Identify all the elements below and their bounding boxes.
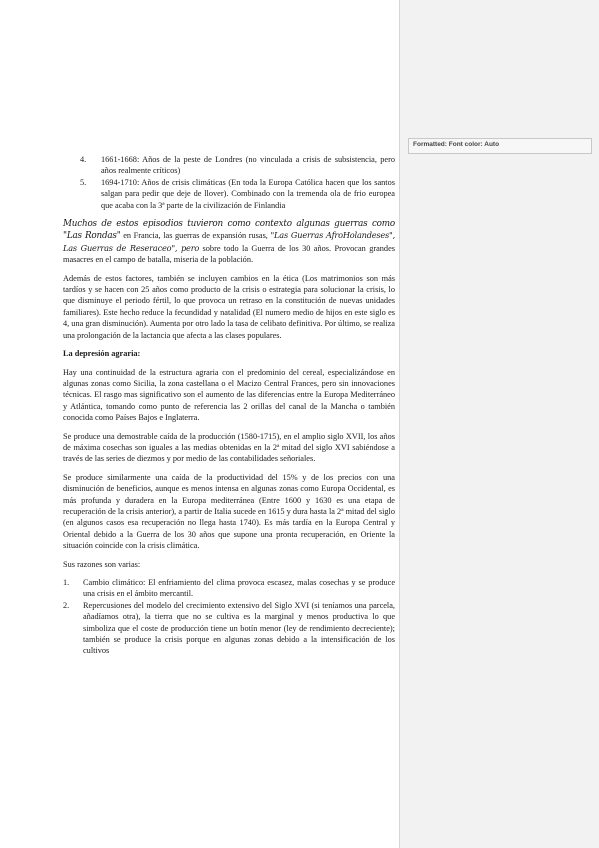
reasons-intro: Sus razones son varias: — [63, 559, 141, 569]
paragraph-text: sobre todo la Guerra de los 30 años. Provocan grandes masacres en el campo de batalla, miseria de la población. — [63, 243, 395, 265]
list-item — [63, 154, 395, 177]
paragraph-production: Se produce una demostrable caída de la producción (1580-1715), en el amplio siglo XVII, los años de máxima cosechas son iguales a las medias obtenidas en la 2ª mitad del siglo XVI sabiéndose a través de las series de diezmos y por medio de las contabilidades señoriales. — [63, 431, 395, 464]
list-number: 5. — [80, 177, 87, 187]
list-text: 1694-1710: Años de crisis climáticas (En toda la Europa Católica hacen que los santos salgan para pedir que deje de llover). Combinado con la tremenda ola de frio europea que acaba con la 3ª parte de la civilización de Finlandia — [101, 177, 395, 210]
list-item — [63, 600, 395, 657]
list-text: Repercusiones del modelo del crecimiento extensivo del Siglo XVI (si teníamos una parcela, añadíamos otra), la tierra que no se cultiva es la marginal y menos productiva lo que simboliza que el coste de producción tiene un botín menor (ley de rendimiento decreciente); también se produce la crisis porque en algunas zonas debido a la intensificación de los cultivos — [83, 600, 395, 656]
list-number: 2. — [63, 600, 70, 610]
list-item — [63, 577, 395, 600]
reasons-list — [63, 577, 395, 657]
top-list — [63, 154, 395, 211]
list-text: 1661-1668: Años de la peste de Londres (no vinculada a crisis de subsistencia, pero años realmente críticos) — [101, 155, 395, 176]
comment-label: Formatted: Font color: Auto — [413, 141, 500, 148]
paragraph-ethics: Además de estos factores, también se incluyen cambios en la ética (Los matrimonios son más tardíos y se hacen con 25 años como producto de la crisis o estrategia para solucionar la crisis, lo que disminuye el periodo fértil, lo que provoca un retraso en la constitución de nuevas unidades familiares). Este hecho reduce la fecundidad y natalidad (El numero medio de hijos en este siglo es 4, una gran disminución). Aumenta por otro lado la tasa de celibato definitiva. Por último, se realiza una prolongación de la lactancia que afecta a las clases populares. — [63, 273, 395, 340]
list-text: Cambio climático: El enfriamiento del clima provoca escasez, malas cosechas y se produce una crisis en el ámbito mercantil. — [83, 578, 395, 599]
comment-pane — [399, 0, 599, 848]
list-number: 4. — [80, 155, 87, 164]
paragraph-text: en Francia, las guerras de expansión rusas, — [120, 231, 271, 241]
paragraph-wars — [63, 218, 395, 266]
page-content — [63, 154, 395, 657]
handwritten-text: Muchos de estos episodios tuvieron como contexto algunas guerras como "Las Rondas" — [63, 219, 395, 242]
paragraph-productivity: Se produce similarmente una caída de la productividad del 15% y de los precios con una disminución de beneficios, aunque es menos intensa en algunas zonas como Europa Occidental, es más profunda y duradera en la Europa mediterránea (Entre 1600 y 1630 es una etapa de recuperación de la crisis anterior), a partir de Italia sucede en 1615 y dura hasta la 2ª mitad del siglo (en algunos casos esa recuperación no llega hasta 1740). Es más tardía en la Europa Central y Oriental debido a la Guerra de los 30 años que supone una pronta recuperación, en Oriente la situación coincide con la crisis climática. — [63, 472, 395, 551]
paragraph-agrarian: Hay una continuidad de la estructura agraria con el predominio del cereal, especializándose en algunas zonas como Sicilia, la zona castellana o el Macizo Central Frances, pero sin innovaciones técnicas. El rasgo mas significativo son el aumento de las diferencias entre la Europa Mediterráneo y Atlántica, tomando como punto de referencia las 2 orillas del canal de la Mancha o también conocida como Países Bajos e Inglaterra. — [63, 367, 395, 423]
format-comment[interactable] — [408, 138, 592, 154]
handwritten-text: "Las Guerras AfroHolandeses", Las Guerras de Reseraceo", pero — [63, 230, 395, 253]
list-item — [63, 177, 395, 211]
section-heading: La depresión agraria: — [63, 349, 141, 359]
list-number: 1. — [63, 578, 70, 587]
